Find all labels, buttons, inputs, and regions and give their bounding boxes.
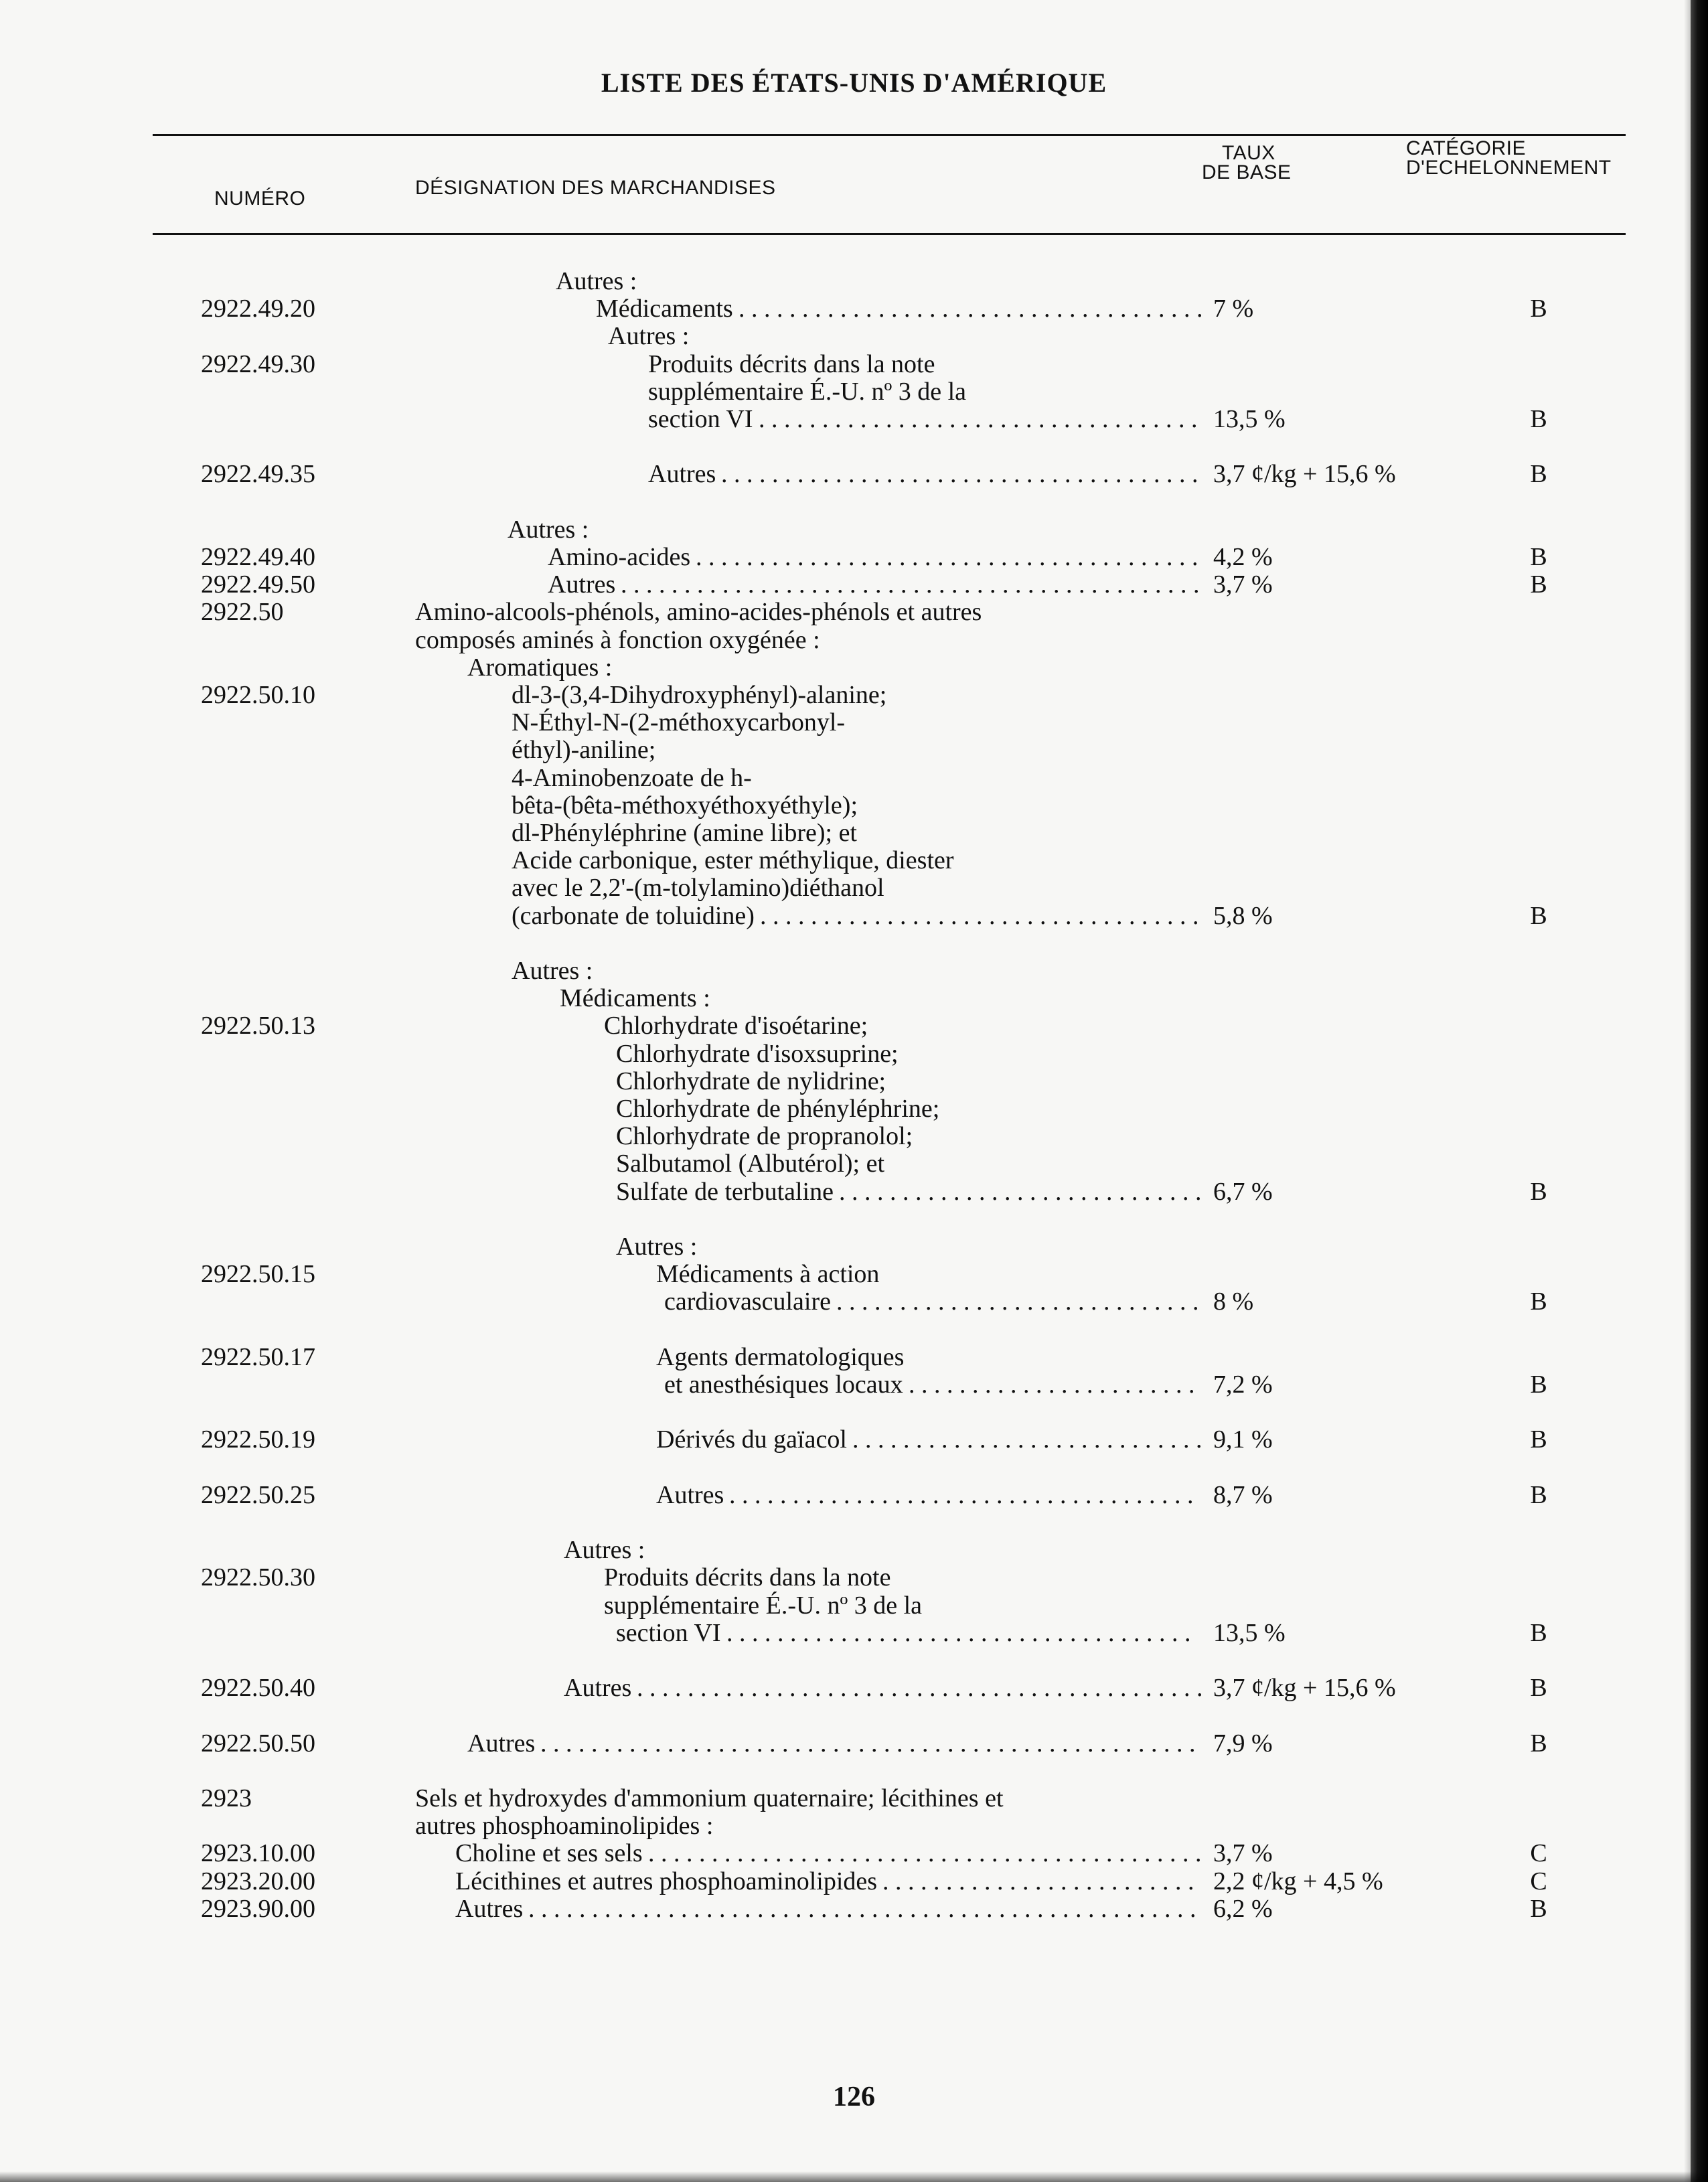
tariff-number: 2923 — [201, 1784, 252, 1812]
dot-leader: . . . . . . . . . . . . . . . . . . . . . . . . . . . . . . . . . . . . . . . . . . . . . . . . . . . . . — [528, 1894, 1196, 1923]
base-rate: 7,9 % — [1213, 1729, 1273, 1758]
table-row — [0, 847, 1708, 874]
table-row — [0, 654, 1708, 681]
page-bottom-shadow — [0, 2171, 1708, 2182]
goods-description: Produits décrits dans la note — [604, 1563, 891, 1592]
goods-description: section VI — [616, 1618, 721, 1647]
goods-description: bêta-(bêta-méthoxyéthoxyéthyle); — [512, 791, 858, 820]
goods-description: Lécithines et autres phosphoaminolipides — [455, 1867, 878, 1895]
base-rate: 3,7 ¢/kg + 15,6 % — [1213, 1674, 1396, 1703]
goods-description: Autres — [656, 1480, 724, 1509]
tariff-number: 2923.20.00 — [201, 1867, 315, 1895]
goods-description: autres phosphoaminolipides : — [415, 1812, 714, 1841]
table-row — [0, 1261, 1708, 1288]
table-row — [0, 1620, 1708, 1646]
table-row — [0, 1288, 1708, 1315]
table-row — [0, 1482, 1708, 1508]
staging-category: B — [1530, 1480, 1547, 1509]
table-row — [0, 1868, 1708, 1895]
table-row — [0, 1785, 1708, 1812]
tariff-number: 2922.50.40 — [201, 1674, 315, 1703]
goods-description: Autres : — [616, 1233, 698, 1261]
goods-description: composés aminés à fonction oxygénée : — [415, 625, 820, 654]
goods-description: Médicaments à action — [656, 1260, 880, 1289]
column-header-designation: DÉSIGNATION DES MARCHANDISES — [415, 177, 776, 199]
dot-leader: . . . . . . . . . . . . . . . . . . . . . . . — [909, 1371, 1195, 1399]
goods-description: Chlorhydrate de nylidrine; — [616, 1067, 886, 1095]
goods-description: dl-Phényléphrine (amine libre); et — [512, 819, 857, 847]
goods-description: Autres — [648, 460, 716, 489]
table-row — [0, 736, 1708, 763]
goods-description: Autres : — [512, 957, 593, 985]
table-row — [0, 1509, 1708, 1536]
base-rate: 6,2 % — [1213, 1894, 1273, 1923]
tariff-number: 2922.49.35 — [201, 460, 315, 489]
dot-leader: . . . . . . . . . . . . . . . . . . . . . . . . . . . . . — [836, 1288, 1199, 1316]
staging-category: B — [1530, 1425, 1547, 1454]
tariff-number: 2922.50.30 — [201, 1563, 315, 1592]
goods-description: Autres — [455, 1894, 524, 1923]
staging-category: B — [1530, 901, 1547, 930]
table-row — [0, 792, 1708, 819]
table-row — [0, 323, 1708, 349]
table-row — [0, 295, 1708, 322]
tariff-number: 2922.50.19 — [201, 1425, 315, 1454]
tariff-number: 2922.50.50 — [201, 1729, 315, 1758]
column-header-categorie-line2: D'ECHELONNEMENT — [1406, 157, 1612, 179]
dot-leader: . . . . . . . . . . . . . . . . . . . . . . . . . — [882, 1867, 1194, 1895]
table-row — [0, 1730, 1708, 1757]
goods-description: cardiovasculaire — [664, 1288, 831, 1316]
base-rate: 2,2 ¢/kg + 4,5 % — [1213, 1867, 1383, 1895]
dot-leader: . . . . . . . . . . . . . . . . . . . . . . . . . . . . . . . . . . . — [760, 901, 1199, 930]
table-row — [0, 489, 1708, 516]
table-row — [0, 1150, 1708, 1177]
goods-description: Sulfate de terbutaline — [616, 1177, 834, 1206]
goods-description: Chlorhydrate de propranolol; — [616, 1122, 913, 1151]
goods-description: dl-3-(3,4-Dihydroxyphényl)-alanine; — [512, 681, 887, 709]
table-row — [0, 1040, 1708, 1067]
goods-description: Médicaments : — [560, 984, 710, 1013]
dot-leader: . . . . . . . . . . . . . . . . . . . . . . . . . . . . . . . . . . . . . . . . . . . . — [648, 1839, 1202, 1868]
table-row — [0, 1095, 1708, 1122]
table-row — [0, 268, 1708, 295]
base-rate: 3,7 % — [1213, 1839, 1273, 1868]
header-top-rule — [153, 134, 1626, 136]
column-header-numero: NUMÉRO — [214, 187, 306, 210]
goods-description: Chlorhydrate de phényléphrine; — [616, 1095, 940, 1123]
staging-category: B — [1530, 1288, 1547, 1316]
staging-category: B — [1530, 295, 1547, 323]
dot-leader: . . . . . . . . . . . . . . . . . . . . . . . . . . . . . . . . . . . . . . . . — [696, 543, 1198, 571]
column-header-taux-line2: DE BASE — [1202, 161, 1292, 183]
goods-description: Amino-acides — [548, 543, 691, 571]
tariff-number: 2922.50.13 — [201, 1012, 315, 1040]
base-rate: 5,8 % — [1213, 901, 1273, 930]
staging-category: B — [1530, 1729, 1547, 1758]
header-bottom-rule — [153, 233, 1626, 235]
staging-category: B — [1530, 460, 1547, 489]
table-row — [0, 1647, 1708, 1674]
base-rate: 7,2 % — [1213, 1371, 1273, 1399]
table-row — [0, 516, 1708, 543]
goods-description: Médicaments — [596, 295, 733, 323]
goods-description: supplémentaire É.-U. nº 3 de la — [604, 1591, 923, 1620]
goods-description: supplémentaire É.-U. nº 3 de la — [648, 377, 967, 406]
goods-description: éthyl)-aniline; — [512, 736, 656, 765]
table-row — [0, 1537, 1708, 1563]
goods-description: Dérivés du gaïacol — [656, 1425, 847, 1454]
tariff-number: 2922.50 — [201, 598, 284, 627]
table-row — [0, 1812, 1708, 1839]
tariff-number: 2923.10.00 — [201, 1839, 315, 1868]
goods-description: Salbutamol (Albutérol); et — [616, 1150, 885, 1178]
table-row — [0, 957, 1708, 984]
goods-description: N-Éthyl-N-(2-méthoxycarbonyl- — [512, 708, 846, 737]
table-row — [0, 1344, 1708, 1371]
goods-description: Autres : — [556, 267, 637, 295]
table-row — [0, 820, 1708, 846]
goods-description: et anesthésiques locaux — [664, 1371, 903, 1399]
goods-description: Autres : — [508, 515, 589, 544]
table-row — [0, 709, 1708, 736]
table-row — [0, 406, 1708, 433]
table-row — [0, 1840, 1708, 1867]
table-row — [0, 1068, 1708, 1095]
page-title: LISTE DES ÉTATS-UNIS D'AMÉRIQUE — [601, 68, 1107, 98]
base-rate: 8 % — [1213, 1288, 1254, 1316]
table-row — [0, 1674, 1708, 1701]
table-row — [0, 1371, 1708, 1398]
table-row — [0, 682, 1708, 708]
table-row — [0, 433, 1708, 460]
goods-description: Autres — [564, 1674, 632, 1703]
dot-leader: . . . . . . . . . . . . . . . . . . . . . . . . . . . . . . . . . . . . . . — [721, 460, 1198, 489]
column-header-categorie-line1: CATÉGORIE — [1406, 137, 1526, 159]
staging-category: B — [1530, 1371, 1547, 1399]
table-row — [0, 1758, 1708, 1784]
base-rate: 13,5 % — [1213, 405, 1286, 433]
base-rate: 8,7 % — [1213, 1480, 1273, 1509]
table-row — [0, 1316, 1708, 1343]
staging-category: B — [1530, 1674, 1547, 1703]
column-header-taux-line1: TAUX — [1222, 142, 1275, 164]
table-row — [0, 1206, 1708, 1233]
goods-description: Amino-alcools-phénols, amino-acides-phénols et autres — [415, 598, 982, 627]
table-row — [0, 544, 1708, 570]
table-row — [0, 1426, 1708, 1453]
goods-description: Chlorhydrate d'isoétarine; — [604, 1012, 868, 1040]
base-rate: 3,7 % — [1213, 570, 1273, 599]
tariff-number: 2922.49.50 — [201, 570, 315, 599]
staging-category: C — [1530, 1839, 1547, 1868]
table-row — [0, 930, 1708, 957]
table-row — [0, 461, 1708, 487]
goods-description: avec le 2,2'-(m-tolylamino)diéthanol — [512, 874, 884, 903]
dot-leader: . . . . . . . . . . . . . . . . . . . . . . . . . . . . . . . . . . . . . — [726, 1618, 1191, 1647]
tariff-number: 2922.50.17 — [201, 1342, 315, 1371]
base-rate: 3,7 ¢/kg + 15,6 % — [1213, 460, 1396, 489]
table-row — [0, 1233, 1708, 1260]
staging-category: B — [1530, 1177, 1547, 1206]
dot-leader: . . . . . . . . . . . . . . . . . . . . . . . . . . . . — [852, 1425, 1202, 1454]
goods-description: (carbonate de toluidine) — [512, 901, 755, 930]
base-rate: 6,7 % — [1213, 1177, 1273, 1206]
goods-description: Autres — [548, 570, 616, 599]
staging-category: B — [1530, 1894, 1547, 1923]
base-rate: 9,1 % — [1213, 1425, 1273, 1454]
table-row — [0, 1592, 1708, 1619]
dot-leader: . . . . . . . . . . . . . . . . . . . . . . . . . . . . . . . . . . . — [759, 405, 1198, 433]
goods-description: Autres — [467, 1729, 536, 1758]
staging-category: C — [1530, 1867, 1547, 1895]
table-row — [0, 351, 1708, 378]
tariff-number: 2922.50.25 — [201, 1480, 315, 1509]
goods-description: 4-Aminobenzoate de h- — [512, 763, 752, 792]
goods-description: Autres : — [564, 1536, 645, 1565]
dot-leader: . . . . . . . . . . . . . . . . . . . . . . . . . . . . . . . . . . . . . . . . . . . . . — [637, 1674, 1203, 1703]
tariff-number: 2923.90.00 — [201, 1894, 315, 1923]
tariff-number: 2922.49.20 — [201, 295, 315, 323]
goods-description: section VI — [648, 405, 753, 433]
base-rate: 7 % — [1213, 295, 1254, 323]
table-row — [0, 1012, 1708, 1039]
staging-category: B — [1530, 1618, 1547, 1647]
goods-description: Choline et ses sels — [455, 1839, 643, 1868]
dot-leader: . . . . . . . . . . . . . . . . . . . . . . . . . . . . . . . . . . . . . — [739, 295, 1203, 323]
base-rate: 13,5 % — [1213, 1618, 1286, 1647]
table-row — [0, 627, 1708, 653]
staging-category: B — [1530, 570, 1547, 599]
goods-description: Acide carbonique, ester méthylique, diester — [512, 846, 954, 875]
table-row — [0, 1123, 1708, 1150]
table-row — [0, 1702, 1708, 1729]
tariff-number: 2922.49.40 — [201, 543, 315, 571]
tariff-number: 2922.50.10 — [201, 681, 315, 709]
table-row — [0, 985, 1708, 1012]
goods-description: Aromatiques : — [467, 653, 613, 682]
base-rate: 4,2 % — [1213, 543, 1273, 571]
table-row — [0, 1895, 1708, 1922]
staging-category: B — [1530, 543, 1547, 571]
goods-description: Chlorhydrate d'isoxsuprine; — [616, 1039, 899, 1068]
dot-leader: . . . . . . . . . . . . . . . . . . . . . . . . . . . . . . . . . . . . . . . . . . . . . . — [621, 570, 1200, 599]
dot-leader: . . . . . . . . . . . . . . . . . . . . . . . . . . . . . . . . . . . . . . . . . . . . . . . . . . . . — [540, 1729, 1196, 1758]
page-number: 126 — [833, 2082, 875, 2112]
table-row — [0, 378, 1708, 405]
table-row — [0, 765, 1708, 791]
table-row — [0, 599, 1708, 625]
goods-description: Agents dermatologiques — [656, 1342, 905, 1371]
tariff-number: 2922.50.15 — [201, 1260, 315, 1289]
staging-category: B — [1530, 405, 1547, 433]
table-row — [0, 874, 1708, 901]
table-row — [0, 1178, 1708, 1205]
table-row — [0, 1399, 1708, 1425]
tariff-number: 2922.49.30 — [201, 349, 315, 378]
dot-leader: . . . . . . . . . . . . . . . . . . . . . . . . . . . . . — [839, 1177, 1202, 1206]
goods-description: Produits décrits dans la note — [648, 349, 935, 378]
table-row — [0, 1564, 1708, 1591]
table-row — [0, 571, 1708, 598]
goods-description: Sels et hydroxydes d'ammonium quaternaire; lécithines et — [415, 1784, 1004, 1812]
table-row — [0, 1454, 1708, 1481]
goods-description: Autres : — [608, 322, 690, 351]
dot-leader: . . . . . . . . . . . . . . . . . . . . . . . . . . . . . . . . . . . . . — [729, 1480, 1194, 1509]
table-row — [0, 903, 1708, 929]
